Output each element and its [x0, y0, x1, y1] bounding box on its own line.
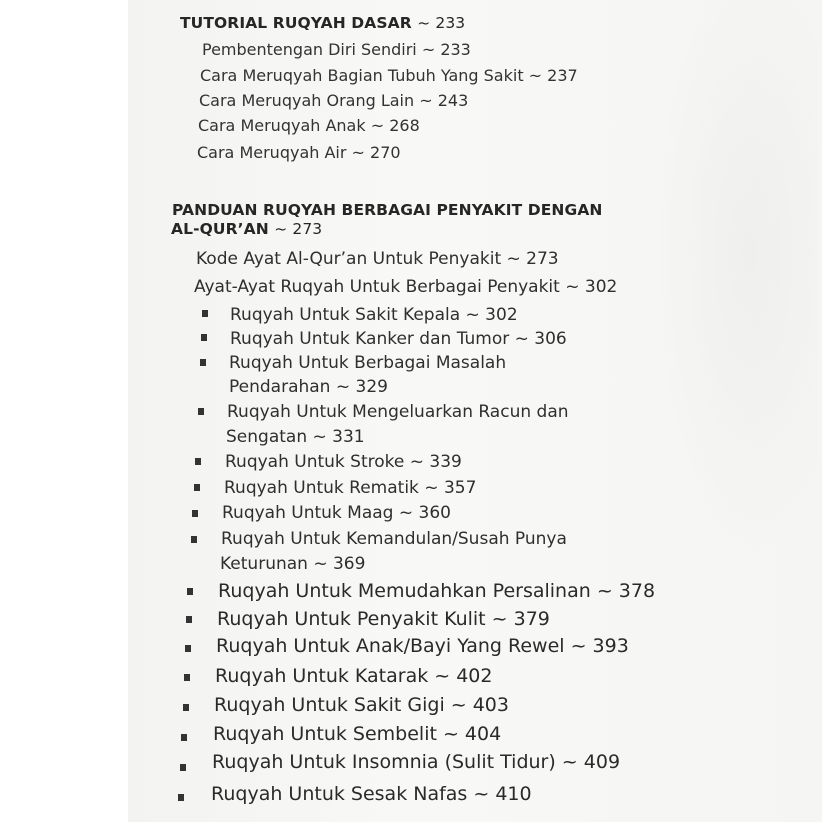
bullet-entry-continuation: Keturunan ~ 369 — [220, 554, 366, 574]
section-page-number: ~ 233 — [417, 14, 466, 32]
bullet-icon — [202, 310, 208, 317]
bullet-icon — [180, 764, 186, 771]
bullet-entry: Ruqyah Untuk Stroke ~ 339 — [225, 452, 462, 472]
bullet-entry: Ruqyah Untuk Katarak ~ 402 — [215, 665, 493, 687]
bullet-icon — [184, 674, 190, 681]
bullet-icon — [194, 484, 200, 491]
paper-texture — [648, 0, 818, 560]
bullet-entry: Ruqyah Untuk Insomnia (Sulit Tidur) ~ 409 — [212, 751, 621, 773]
bullet-icon — [178, 794, 184, 801]
toc-entry: Ayat-Ayat Ruqyah Untuk Berbagai Penyakit ~ 302 — [194, 277, 618, 297]
toc-entry: Cara Meruqyah Bagian Tubuh Yang Sakit ~ 237 — [200, 66, 578, 85]
bullet-entry: Ruqyah Untuk Berbagai Masalah — [229, 353, 507, 373]
bullet-entry-continuation: Sengatan ~ 331 — [226, 427, 365, 447]
bullet-icon — [183, 704, 189, 711]
bullet-icon — [181, 734, 187, 741]
bullet-entry: Ruqyah Untuk Sembelit ~ 404 — [213, 723, 502, 745]
toc-entry: Kode Ayat Al-Qur’an Untuk Penyakit ~ 273 — [196, 249, 559, 269]
toc-entry: Cara Meruqyah Anak ~ 268 — [198, 116, 420, 135]
toc-entry: Cara Meruqyah Air ~ 270 — [197, 143, 401, 162]
section-page-number: ~ 273 — [274, 220, 323, 238]
bullet-entry: Ruqyah Untuk Maag ~ 360 — [222, 503, 451, 523]
bullet-icon — [195, 458, 201, 465]
section-title-text: TUTORIAL RUQYAH DASAR — [180, 14, 412, 32]
bullet-entry: Ruqyah Untuk Penyakit Kulit ~ 379 — [217, 608, 550, 630]
bullet-entry: Ruqyah Untuk Sesak Nafas ~ 410 — [211, 783, 532, 805]
toc-entry: Cara Meruqyah Orang Lain ~ 243 — [199, 91, 469, 110]
bullet-icon — [192, 510, 198, 517]
bullet-entry-continuation: Pendarahan ~ 329 — [229, 377, 388, 397]
bullet-entry: Ruqyah Untuk Kemandulan/Susah Punya — [221, 529, 567, 549]
bullet-icon — [186, 616, 192, 623]
bullet-entry: Ruqyah Untuk Anak/Bayi Yang Rewel ~ 393 — [216, 635, 629, 657]
section-title-text: AL-QUR’AN — [171, 220, 269, 238]
bullet-icon — [185, 645, 191, 652]
bullet-icon — [200, 359, 206, 366]
bullet-entry: Ruqyah Untuk Kanker dan Tumor ~ 306 — [230, 329, 567, 349]
section-title-panduan-line1: PANDUAN RUQYAH BERBAGAI PENYAKIT DENGAN — [172, 201, 603, 219]
bullet-entry: Ruqyah Untuk Sakit Gigi ~ 403 — [214, 694, 509, 716]
bullet-icon — [201, 334, 207, 341]
bullet-icon — [187, 588, 193, 595]
bullet-entry: Ruqyah Untuk Rematik ~ 357 — [224, 478, 477, 498]
toc-entry: Pembentengan Diri Sendiri ~ 233 — [202, 40, 471, 59]
bullet-icon — [191, 536, 197, 543]
section-title-panduan-line2 — [171, 222, 322, 238]
bullet-entry: Ruqyah Untuk Memudahkan Persalinan ~ 378 — [218, 580, 656, 602]
bullet-icon — [198, 408, 204, 415]
bullet-entry: Ruqyah Untuk Sakit Kepala ~ 302 — [230, 305, 518, 325]
bullet-entry: Ruqyah Untuk Mengeluarkan Racun dan — [227, 402, 569, 422]
section-title-tutorial — [180, 16, 465, 32]
